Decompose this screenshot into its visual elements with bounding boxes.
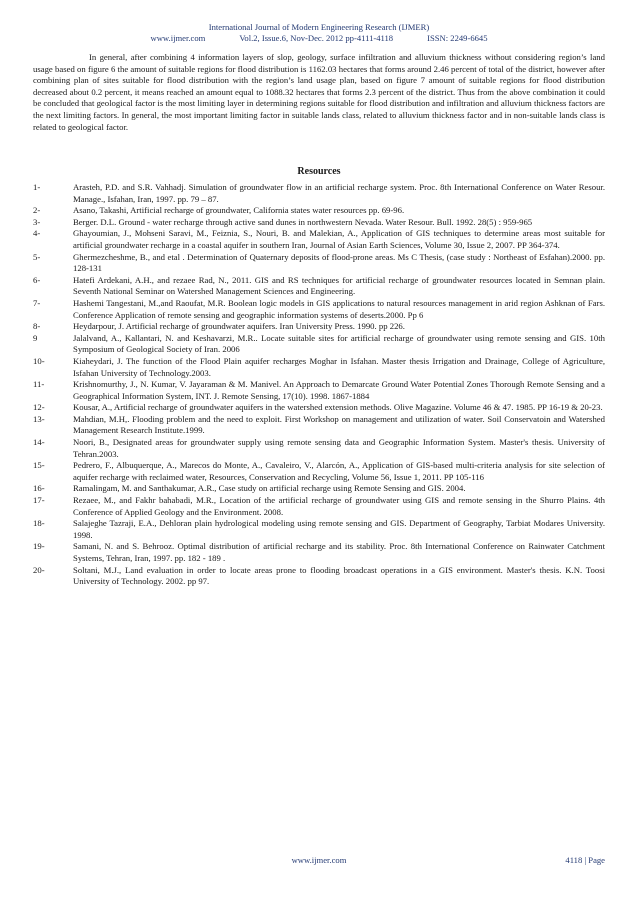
reference-text: Kiaheydari, J. The function of the Flood Plain aquifer recharges Moghar in Isfahan. Master thesis Irrigation and Drainage, College of Agriculture, Isfahan University of Technology.2003.: [73, 355, 605, 378]
journal-title: International Journal of Modern Engineering Research (IJMER): [208, 22, 430, 32]
reference-number: 6-: [33, 274, 41, 285]
reference-item: [33, 495, 605, 518]
reference-item: [33, 356, 605, 379]
reference-item: [33, 565, 605, 588]
reference-item: [33, 205, 605, 217]
reference-text: Berger. D.L. Ground - water recharge through active sand dunes in northwestern Nevada. Water Resour. Bull. 1992. 28(5) : 959-965: [73, 216, 533, 227]
reference-number: 16-: [33, 483, 45, 494]
reference-number: 12-: [33, 402, 45, 413]
reference-text: Asano, Takashi, Artificial recharge of groundwater, California states water resources pp. 69-96.: [73, 205, 405, 216]
reference-item: [33, 228, 605, 251]
reference-text: Hashemi Tangestani, M.,and Raoufat, M.R. Boolean logic models in GIS applications to natural resources management in arid region Ashknan of Fars. Conference Application of remote sensing and geographic information systems of deserts.2000. Pp 6: [73, 297, 605, 320]
page-footer: [33, 855, 605, 867]
reference-text: Mahdian, M.H,. Flooding problem and the need to exploit. First Workshop on management and utilization of water. Soil Conservatoin and Watershed Management Research Institute.1999.: [73, 413, 605, 436]
resources-heading: Resources: [297, 166, 341, 177]
reference-number: 1-: [33, 182, 41, 192]
reference-list: [33, 182, 605, 588]
reference-item: [33, 379, 605, 402]
reference-number: 15-: [33, 460, 45, 471]
reference-number: 9: [33, 332, 38, 343]
reference-item: [33, 321, 605, 333]
header-issn: ISSN: 2249-6645: [427, 33, 488, 43]
reference-number: 5-: [33, 251, 41, 262]
reference-number: 14-: [33, 437, 45, 448]
reference-number: 2-: [33, 205, 41, 216]
reference-item: [33, 402, 605, 414]
reference-number: 20-: [33, 564, 45, 575]
reference-item: [33, 437, 605, 460]
reference-number: 7-: [33, 297, 41, 308]
reference-number: 3-: [33, 216, 41, 227]
reference-text: Noori, B., Designated areas for groundwater supply using remote sensing data and Geographic Information System. Master's thesis. University of Tehran.2003.: [73, 437, 605, 459]
reference-item: [33, 414, 605, 437]
reference-item: [33, 483, 605, 495]
reference-number: 13-: [33, 413, 45, 424]
reference-text: Jalalvand, A., Kallantari, N. and Keshavarzi, M.R.. Locate suitable sites for artificial recharge of groundwater using remote sensing and GIS. 10th Symposium of Geological Society of Iran. 2006: [73, 332, 605, 355]
reference-number: 11-: [33, 379, 45, 390]
reference-text: Kousar, A., Artificial recharge of groundwater aquifers in the watershed extension methods. Olive Magazine. Volume 46 & 47. 1985. PP 16-19 & 20-23.: [73, 402, 603, 413]
reference-text: Salajeghe Tazraji, E.A., Dehloran plain hydrological modeling using remote sensing and GIS. Department of Geography, Tarbiat Modares University. 1998.: [73, 518, 605, 540]
reference-text: Pedrero, F., Albuquerque, A., Marecos do Monte, A., Cavaleiro, V., Alarcón, A., Application of GIS-based multi-criteria analysis for site selection of aquifer recharge with reclaimed water, Resources, Conservation and Recycling, Volume 56, Issue 1, 2011. PP 105-116: [73, 460, 605, 482]
reference-text: Hatefi Ardekani, A.H., and rezaee Rad, N., 2011. GIS and RS techniques for artificial recharge of groundwater resources located in Semnan plain. Seventh National Seminar on Watershed Management Sciences and Engineering.: [73, 274, 605, 297]
header-url-link[interactable]: www.ijmer.com: [150, 33, 206, 43]
reference-item: [33, 460, 605, 483]
reference-text: Arasteh, P.D. and S.R. Vahhadj. Simulation of groundwater flow in an artificial recharge system. Proc. 8th International Conference on Water Resour. Manage., Isfahan, Iran, 1997. pp. 79 – 87.: [73, 182, 605, 204]
reference-text: Krishnomurthy, J., N. Kumar, V. Jayaraman & M. Manivel. An Approach to Demarcate Ground Water Potential Zones Thorough Remote Sensing and a Geographical Information System, INT. J. Remote Sensing, 17(10). 1998. 1867-1884: [73, 379, 605, 401]
reference-number: 8-: [33, 321, 41, 332]
reference-item: [33, 182, 605, 205]
reference-item: [33, 298, 605, 321]
reference-text: Ghermezcheshme, B., and etal . Determination of Quaternary deposits of flood-prone areas. Ms C Thesis, (case study : Northeast of Esfahan).2000. pp. 128-131: [73, 251, 605, 274]
reference-item: [33, 333, 605, 356]
reference-text: Soltani, M.J., Land evaluation in order to locate areas prone to flooding broadcast operations in a GIS environment. Master's thesis. K.N. Toosi University of Technology. 2002. pp 97.: [73, 564, 605, 587]
reference-number: 17-: [33, 495, 45, 506]
reference-item: [33, 275, 605, 298]
header-volume: Vol.2, Issue.6, Nov-Dec. 2012 pp-4111-4118: [239, 33, 394, 43]
page-header: [0, 22, 638, 44]
reference-text: Rezaee, M., and Fakhr bahabadi, M.R., Location of the artificial recharge of groundwater using GIS and remote sensing in the Shurro Plains. 4th Conference of Applied Geology and the Environment. 2008.: [73, 495, 605, 517]
reference-item: [33, 518, 605, 541]
footer-url-link[interactable]: www.ijmer.com: [291, 855, 347, 865]
reference-number: 10-: [33, 355, 45, 366]
reference-number: 19-: [33, 541, 45, 552]
reference-item: [33, 217, 605, 229]
reference-number: 18-: [33, 518, 45, 529]
header-meta-row: [0, 33, 638, 44]
reference-text: Ghayoumian, J., Mohseni Saravi, M., Feiznia, S., Nouri, B. and Malekian, A., Application of GIS techniques to determine areas most suitable for artificial groundwater recharge in a coastal aquifer in southern Iran, Journal of Asian Earth Sciences, Volume 30, Issue 2, 2007. PP 364-374.: [73, 228, 605, 250]
reference-text: Ramalingam, M. and Santhakumar, A.R., Case study on artificial recharge using Remote Sensing and GIS. 2004.: [73, 483, 466, 494]
reference-item: [33, 252, 605, 275]
reference-item: [33, 541, 605, 564]
reference-text: Samani, N. and S. Behrooz. Optimal distribution of artificial recharge and its stability. Proc. 8th International Conference on Rainwater Catchment Systems, Tehran, Iran, 1997. pp. 182 - 189 .: [73, 541, 605, 563]
reference-number: 4-: [33, 228, 41, 239]
conclusion-paragraph: In general, after combining 4 information layers of slop, geology, surface infiltration and alluvium thickness without considering region’s land usage based on figure 6 the amount of suitable regions for flood distribution is 1162.03 hectares that forms around 2.46 percent of total of the district, however after combining plan of sites suitable for flood distribution with the region’s land usage plan, based on figure 7 amount of suitable regions for flood distribution decreased about 0.2 percent, it means reached an amount equal to 1088.32 hectares that forms 2.3 percent of the district. Thus from the above combination it could be concluded that geological factor is the most limiting layer in determining regions suitable for flood distribution and infiltration and alluvium thickness factors are the next limiting factors. In general, the most important limiting factor in suitable lands class, related to alluvium thickness factor and in non-suitable lands class is related to geological factor.: [33, 52, 605, 132]
reference-text: Heydarpour, J. Artificial recharge of groundwater aquifers. Iran University Press. 1990. pp 226.: [73, 321, 405, 332]
page-number: 4118 | Page: [565, 855, 605, 865]
